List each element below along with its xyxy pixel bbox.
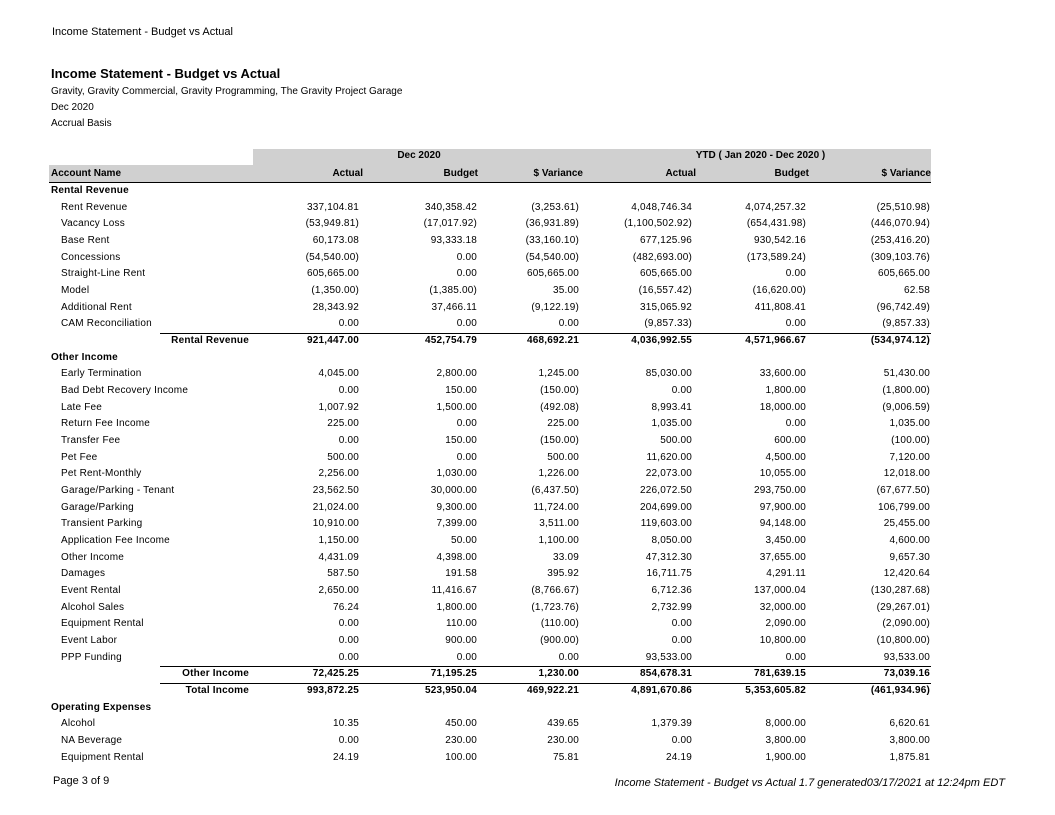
table-row (49, 366, 931, 383)
amount-cell: 93,533.00 (645, 651, 692, 663)
amount-cell: 0.00 (558, 651, 579, 663)
account-name: Operating Expenses (51, 701, 152, 713)
table-row (49, 283, 931, 300)
amount-cell: 677,125.96 (639, 235, 692, 246)
account-name: Pet Rent-Monthly (61, 468, 142, 480)
amount-cell: 3,800.00 (765, 735, 806, 747)
amount-cell: 191.58 (445, 568, 477, 580)
section-header (49, 700, 931, 717)
table-row (49, 200, 931, 217)
amount-cell: 600.00 (774, 435, 806, 447)
amount-cell: 47,312.30 (645, 551, 692, 563)
amount-cell: 337,104.81 (306, 201, 359, 213)
amount-cell: 0.00 (785, 268, 806, 280)
amount-cell: (1,385.00) (429, 285, 477, 297)
amount-cell: (33,160.10) (525, 235, 579, 246)
amount-cell: 150.00 (445, 435, 477, 447)
amount-cell: 85,030.00 (645, 368, 692, 380)
amount-cell: 0.00 (671, 735, 692, 747)
amount-cell: 225.00 (547, 418, 579, 430)
amount-cell: (100.00) (891, 435, 930, 447)
table-row (49, 450, 931, 467)
total-rule (160, 683, 931, 684)
amount-cell: (461,934.96) (870, 685, 930, 697)
table-row (49, 233, 931, 250)
amount-cell: 30,000.00 (430, 485, 477, 497)
report-basis: Accrual Basis (51, 118, 112, 129)
account-name: Rent Revenue (61, 201, 128, 213)
amount-cell: 21,024.00 (312, 501, 359, 513)
amount-cell: 62.58 (903, 285, 930, 297)
amount-cell: 24.19 (332, 751, 359, 763)
amount-cell: 0.00 (456, 451, 477, 463)
amount-cell: 23,562.50 (312, 485, 359, 497)
amount-cell: 72,425.25 (312, 668, 359, 680)
section-header (49, 183, 931, 200)
amount-cell: 4,571,966.67 (745, 335, 806, 347)
amount-cell: 4,074,257.32 (745, 201, 806, 213)
amount-cell: 4,036,992.55 (631, 335, 692, 347)
report-properties: Gravity, Gravity Commercial, Gravity Programming, The Gravity Project Garage (51, 86, 403, 97)
amount-cell: 0.00 (785, 418, 806, 430)
amount-cell: (25,510.98) (876, 201, 930, 213)
amount-cell: 18,000.00 (759, 401, 806, 413)
column-group-dec-2020: Dec 2020 (397, 150, 441, 161)
table-row (49, 750, 931, 767)
amount-cell: 0.00 (558, 318, 579, 330)
amount-cell: 439.65 (547, 718, 579, 730)
amount-cell: 11,620.00 (646, 451, 692, 463)
amount-cell: 468,692.21 (526, 335, 579, 347)
header-account-name: Account Name (51, 168, 122, 179)
amount-cell: 5,353,605.82 (745, 685, 806, 697)
amount-cell: (36,931.89) (525, 218, 579, 230)
account-name: Rental Revenue (171, 335, 249, 347)
amount-cell: 3,511.00 (539, 518, 579, 530)
amount-cell: (9,006.59) (882, 401, 930, 413)
table-row (49, 616, 931, 633)
table-row (49, 483, 931, 500)
amount-cell: 0.00 (456, 418, 477, 430)
amount-cell: 50.00 (450, 535, 477, 547)
amount-cell: 35.00 (552, 285, 579, 297)
account-name: Garage/Parking (61, 501, 134, 513)
amount-cell: 8,050.00 (651, 535, 692, 547)
amount-cell: 2,090.00 (765, 618, 806, 630)
amount-cell: 150.00 (445, 385, 477, 397)
table-row (49, 550, 931, 567)
amount-cell: 33,600.00 (759, 368, 806, 380)
amount-cell: 7,120.00 (889, 451, 930, 463)
amount-cell: 6,712.36 (651, 585, 692, 597)
amount-cell: 230.00 (445, 735, 477, 747)
amount-cell: 225.00 (327, 418, 359, 430)
amount-cell: 605,665.00 (306, 268, 359, 280)
account-name: Straight-Line Rent (61, 268, 146, 280)
amount-cell: (482,693.00) (632, 251, 692, 263)
amount-cell: 450.00 (445, 718, 477, 730)
amount-cell: (309,103.76) (870, 251, 930, 263)
amount-cell: (492.08) (540, 401, 579, 413)
header-ytd-actual: Actual (665, 168, 696, 179)
report-period: Dec 2020 (51, 102, 94, 113)
amount-cell: 1,150.00 (318, 535, 359, 547)
amount-cell: 4,048,746.34 (631, 201, 692, 213)
amount-cell: 0.00 (671, 385, 692, 397)
amount-cell: 0.00 (456, 651, 477, 663)
amount-cell: (534,974.12) (870, 335, 930, 347)
amount-cell: 33.09 (552, 551, 579, 563)
total-row (49, 683, 931, 700)
amount-cell: 315,065.92 (639, 301, 692, 313)
amount-cell: (1,723.76) (531, 601, 579, 613)
amount-cell: 3,800.00 (889, 735, 930, 747)
amount-cell: 110.00 (445, 618, 477, 630)
amount-cell: 204,699.00 (639, 501, 692, 513)
table-row (49, 583, 931, 600)
amount-cell: 226,072.50 (639, 485, 692, 497)
amount-cell: 0.00 (338, 735, 359, 747)
table-row (49, 716, 931, 733)
amount-cell: 137,000.04 (753, 585, 806, 597)
header-budget: Budget (443, 168, 478, 179)
amount-cell: 0.00 (338, 651, 359, 663)
amount-cell: 71,195.25 (430, 668, 477, 680)
amount-cell: (9,122.19) (531, 301, 579, 313)
amount-cell: (96,742.49) (876, 301, 930, 313)
running-header: Income Statement - Budget vs Actual (52, 26, 233, 38)
amount-cell: 16,711.75 (646, 568, 692, 580)
amount-cell: 4,431.09 (318, 551, 359, 563)
amount-cell: (8,766.67) (531, 585, 579, 597)
amount-cell: 97,900.00 (759, 501, 806, 513)
account-name: Additional Rent (61, 301, 132, 313)
amount-cell: 37,655.00 (759, 551, 806, 563)
total-row (49, 333, 931, 350)
table-row (49, 316, 931, 333)
amount-cell: (54,540.00) (305, 251, 359, 263)
amount-cell: (16,557.42) (638, 285, 692, 297)
amount-cell: 7,399.00 (436, 518, 477, 530)
amount-cell: 605,665.00 (639, 268, 692, 280)
amount-cell: 500.00 (327, 451, 359, 463)
amount-cell: 854,678.31 (639, 668, 692, 680)
table-row (49, 633, 931, 650)
table-row (49, 650, 931, 667)
table-row (49, 266, 931, 283)
amount-cell: 523,950.04 (424, 685, 477, 697)
amount-cell: 2,650.00 (318, 585, 359, 597)
amount-cell: 22,073.00 (645, 468, 692, 480)
account-name: PPP Funding (61, 651, 122, 663)
amount-cell: 0.00 (456, 268, 477, 280)
column-group-ytd: YTD ( Jan 2020 - Dec 2020 ) (695, 150, 826, 161)
amount-cell: (130,287.68) (870, 585, 930, 597)
amount-cell: 76.24 (332, 601, 359, 613)
amount-cell: 60,173.08 (312, 235, 359, 246)
amount-cell: 2,732.99 (651, 601, 692, 613)
report-title: Income Statement - Budget vs Actual (51, 66, 281, 81)
amount-cell: 4,891,670.86 (631, 685, 692, 697)
amount-cell: 469,922.21 (526, 685, 579, 697)
amount-cell: 230.00 (547, 735, 579, 747)
account-name: Equipment Rental (61, 751, 144, 763)
amount-cell: 452,754.79 (424, 335, 477, 347)
amount-cell: 1,379.39 (651, 718, 692, 730)
account-name: Other Income (182, 668, 249, 680)
account-name: Transfer Fee (61, 435, 121, 447)
amount-cell: 9,657.30 (889, 551, 930, 563)
amount-cell: 0.00 (785, 651, 806, 663)
amount-cell: 1,035.00 (651, 418, 692, 430)
amount-cell: (1,800.00) (882, 385, 930, 397)
table-row (49, 433, 931, 450)
amount-cell: 93,533.00 (883, 651, 930, 663)
amount-cell: 0.00 (338, 618, 359, 630)
account-name: NA Beverage (61, 735, 123, 747)
amount-cell: 1,900.00 (765, 751, 806, 763)
amount-cell: (54,540.00) (525, 251, 579, 263)
amount-cell: 587.50 (327, 568, 359, 580)
total-rule (160, 333, 931, 334)
amount-cell: 1,800.00 (765, 385, 806, 397)
table-row (49, 600, 931, 617)
amount-cell: 32,000.00 (759, 601, 806, 613)
amount-cell: 900.00 (445, 635, 477, 647)
amount-cell: 0.00 (338, 385, 359, 397)
amount-cell: 4,045.00 (318, 368, 359, 380)
amount-cell: (110.00) (540, 618, 579, 630)
amount-cell: (654,431.98) (746, 218, 806, 230)
amount-cell: 1,035.00 (889, 418, 930, 430)
amount-cell: (10,800.00) (876, 635, 930, 647)
amount-cell: 10,055.00 (759, 468, 806, 480)
account-name: Application Fee Income (61, 535, 170, 547)
table-row (49, 300, 931, 317)
table-row (49, 466, 931, 483)
amount-cell: 51,430.00 (883, 368, 930, 380)
amount-cell: 411,808.41 (754, 301, 806, 313)
amount-cell: 37,466.11 (431, 301, 477, 313)
amount-cell: 9,300.00 (436, 501, 477, 513)
account-name: Total Income (185, 685, 249, 697)
amount-cell: 8,000.00 (765, 718, 806, 730)
account-name: Event Rental (61, 585, 121, 597)
amount-cell: 1,226.00 (538, 468, 579, 480)
amount-cell: (9,857.33) (882, 318, 930, 330)
amount-cell: 73,039.16 (883, 668, 930, 680)
account-name: Event Labor (61, 635, 118, 647)
account-name: Rental Revenue (51, 185, 129, 196)
amount-cell: (16,620.00) (752, 285, 806, 297)
table-row (49, 416, 931, 433)
amount-cell: 2,256.00 (318, 468, 359, 480)
amount-cell: 921,447.00 (306, 335, 359, 347)
amount-cell: 605,665.00 (526, 268, 579, 280)
amount-cell: (6,437.50) (531, 485, 579, 497)
amount-cell: 1,230.00 (538, 668, 579, 680)
amount-cell: 10,800.00 (759, 635, 806, 647)
account-name: Return Fee Income (61, 418, 150, 430)
account-name: Damages (61, 568, 106, 580)
amount-cell: 605,665.00 (877, 268, 930, 280)
amount-cell: (1,350.00) (311, 285, 359, 297)
amount-cell: 12,420.64 (883, 568, 930, 580)
amount-cell: 6,620.61 (889, 718, 930, 730)
total-rule (160, 666, 931, 667)
table-row (49, 566, 931, 583)
amount-cell: (253,416.20) (870, 235, 930, 246)
amount-cell: 10.35 (332, 718, 359, 730)
amount-cell: 4,600.00 (889, 535, 930, 547)
amount-cell: 0.00 (456, 251, 477, 263)
amount-cell: 11,416.67 (431, 585, 477, 597)
amount-cell: 1,875.81 (889, 751, 930, 763)
amount-cell: 100.00 (445, 751, 477, 763)
amount-cell: 395.92 (547, 568, 579, 580)
table-row (49, 733, 931, 750)
amount-cell: 11,724.00 (533, 501, 579, 513)
generated-note: Income Statement - Budget vs Actual 1.7 generated03/17/2021 at 12:24pm EDT (614, 777, 1005, 789)
account-name: Transient Parking (61, 518, 143, 530)
amount-cell: 1,800.00 (436, 601, 477, 613)
amount-cell: 930,542.16 (753, 235, 806, 246)
table-row (49, 216, 931, 233)
amount-cell: (173,589.24) (746, 251, 806, 263)
table-row (49, 250, 931, 267)
table-row (49, 500, 931, 517)
account-name: Garage/Parking - Tenant (61, 485, 175, 497)
amount-cell: 781,639.15 (753, 668, 806, 680)
amount-cell: (1,100,502.92) (624, 218, 692, 230)
amount-cell: 340,358.42 (424, 201, 477, 213)
amount-cell: 10,910.00 (312, 518, 359, 530)
account-name: Pet Fee (61, 451, 98, 463)
amount-cell: 0.00 (456, 318, 477, 330)
amount-cell: 2,800.00 (436, 368, 477, 380)
amount-cell: (150.00) (540, 435, 579, 447)
amount-cell: 75.81 (552, 751, 579, 763)
amount-cell: 25,455.00 (883, 518, 930, 530)
amount-cell: 293,750.00 (753, 485, 806, 497)
amount-cell: (2,090.00) (882, 618, 930, 630)
header-ytd-variance: $ Variance (881, 168, 931, 179)
amount-cell: 0.00 (338, 435, 359, 447)
table-row (49, 400, 931, 417)
amount-cell: 12,018.00 (883, 468, 930, 480)
amount-cell: (29,267.01) (876, 601, 930, 613)
amount-cell: 4,291.11 (766, 568, 806, 580)
account-name: Alcohol Sales (61, 601, 125, 613)
amount-cell: 0.00 (338, 318, 359, 330)
amount-cell: 119,603.00 (640, 518, 692, 530)
amount-cell: 0.00 (671, 618, 692, 630)
account-name: Other Income (51, 351, 118, 363)
account-name: Other Income (61, 551, 124, 563)
amount-cell: 94,148.00 (759, 518, 806, 530)
amount-cell: 4,500.00 (765, 451, 806, 463)
account-name: Model (61, 285, 90, 297)
amount-cell: (17,017.92) (423, 218, 477, 230)
amount-cell: 0.00 (338, 635, 359, 647)
account-name: CAM Reconciliation (61, 318, 152, 330)
amount-cell: 1,030.00 (436, 468, 477, 480)
page-number: Page 3 of 9 (53, 775, 110, 787)
account-name: Base Rent (61, 235, 110, 246)
amount-cell: (900.00) (540, 635, 579, 647)
amount-cell: (67,677.50) (876, 485, 930, 497)
amount-cell: 1,007.92 (318, 401, 359, 413)
amount-cell: 993,872.25 (306, 685, 359, 697)
amount-cell: 3,450.00 (765, 535, 806, 547)
amount-cell: (9,857.33) (644, 318, 692, 330)
header-actual: Actual (332, 168, 363, 179)
amount-cell: (53,949.81) (305, 218, 359, 230)
table-row (49, 516, 931, 533)
amount-cell: (446,070.94) (870, 218, 930, 230)
amount-cell: 24.19 (665, 751, 692, 763)
amount-cell: 4,398.00 (436, 551, 477, 563)
amount-cell: 0.00 (785, 318, 806, 330)
account-name: Late Fee (61, 401, 103, 413)
account-name: Early Termination (61, 368, 142, 380)
amount-cell: 93,333.18 (430, 235, 477, 246)
amount-cell: 0.00 (671, 635, 692, 647)
account-name: Vacancy Loss (61, 218, 125, 230)
total-row (49, 666, 931, 683)
section-header (49, 350, 931, 367)
amount-cell: 1,245.00 (538, 368, 579, 380)
amount-cell: 500.00 (547, 451, 579, 463)
account-name: Alcohol (61, 718, 96, 730)
account-name: Equipment Rental (61, 618, 144, 630)
account-name: Concessions (61, 251, 121, 263)
account-name: Bad Debt Recovery Income (61, 385, 189, 397)
header-ytd-budget: Budget (774, 168, 809, 179)
header-variance: $ Variance (533, 168, 583, 179)
amount-cell: 28,343.92 (312, 301, 359, 313)
table-row (49, 533, 931, 550)
amount-cell: (150.00) (540, 385, 579, 397)
amount-cell: 1,100.00 (538, 535, 579, 547)
amount-cell: 106,799.00 (877, 501, 930, 513)
amount-cell: (3,253.61) (531, 201, 579, 213)
amount-cell: 1,500.00 (436, 401, 477, 413)
table-row (49, 383, 931, 400)
amount-cell: 8,993.41 (651, 401, 692, 413)
amount-cell: 500.00 (660, 435, 692, 447)
